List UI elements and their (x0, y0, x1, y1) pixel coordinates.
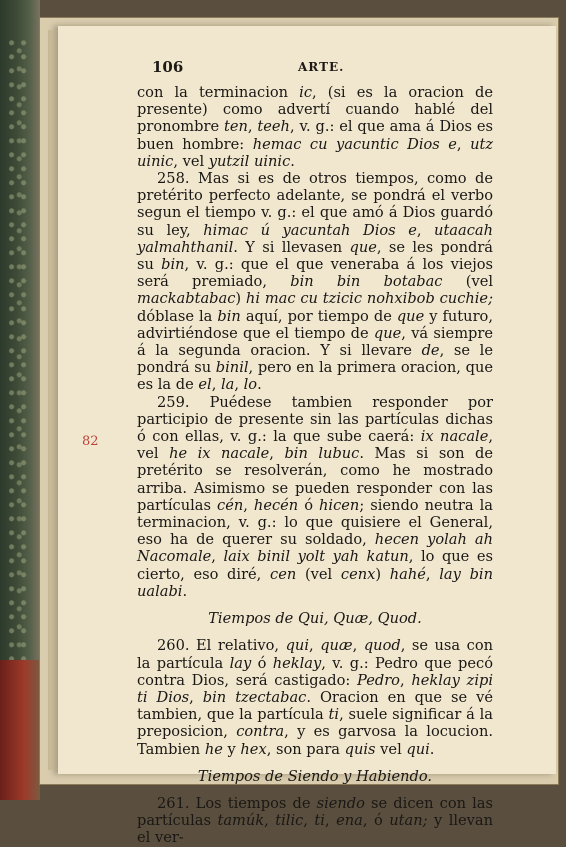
paragraph-259: 259. Puédese tambien responder por participio de presente sin las partículas dichas ó con ellas, v. g.: la que sube caerá: ix nacale, vel he ix nacale, bin lubuc. Mas si son de pretérito se resolverán, como he mostrado arriba. Asimismo se pueden responder con las partículas cén, hecén ó hicen; siendo neutra la terminacion, v. g.: lo que quisiere el General, eso ha de querer su soldado, hecen yolah ah Nacomale, laix binil yolt yah katun, lo que es cierto, eso diré, cen (vel cenx) hahé, lay bin ualabi. (137, 393, 494, 600)
page-number: 106 (152, 58, 184, 76)
section-heading-siendo-habiendo: Tiempos de Siendo y Habiendo. (197, 767, 433, 785)
paragraph-261: 261. Los tiempos de siendo se dicen con las partículas tamúk, tilic, ti, ena, ó utan; y llevan el ver- (137, 794, 494, 847)
page-header (152, 58, 532, 78)
running-head: ARTE. (298, 60, 345, 74)
paragraph-260: 260. El relativo, qui, quæ, quod, se usa con la partícula lay ó heklay, v. g.: Pedro que pecó contra Dios, será castigado: Pedro, heklay zipi ti Dios, bin tzectabac. Oracion en que se vé tambien, que la partícula ti, suele significar á la preposicion, contra, y es garvosa la locucion. Tambien he y hex, son para quis vel qui. (137, 637, 494, 758)
page-gutter (48, 30, 58, 770)
section-heading-qui-quae-quod: Tiempos de Qui, Quæ, Quod. (208, 610, 422, 628)
paragraph-continuation: con la terminacion ic, (si es la oracion de presente) como advertí cuando hablé del pronombre ten, teeh, v. g.: el que ama á Dios es buen hombre: hemac cu yacuntic Dios e, utz uinic, vel yutzil uinic. (137, 84, 494, 170)
book-binding-red-corner (0, 660, 40, 800)
paragraph-258: 258. Mas si es de otros tiempos, como de pretérito perfecto adelante, se pondrá el verbo segun el tiempo v. g.: el que amó á Dios guardó su ley, himac ú yacuntah Dios e, utaacah yalmahthanil. Y si llevasen que, se les pondrá su bin, v. g.: que el que veneraba á los viejos será premiado, bin bin botabac (vel mackabtabac) hi mac cu tzicic nohxibob cuchie; dóblase la bin aquí, por tiempo de que y futuro, advirtiéndose que el tiempo de que, vá siempre á la segunda oracion. Y si llevare de, se le pondrá su binil, pero en la primera oracion, que es la de el, la, lo. (137, 170, 493, 394)
page-body (137, 84, 493, 847)
margin-note: 82 (82, 434, 99, 449)
